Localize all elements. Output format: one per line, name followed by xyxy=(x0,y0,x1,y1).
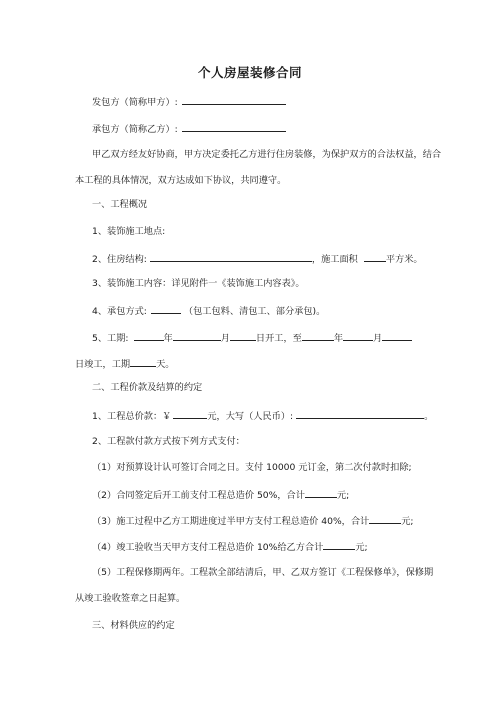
item-4-options: （包工包料、清包工、部分承包)。 xyxy=(183,306,326,317)
days-label: 天。 xyxy=(156,359,175,370)
duration-blank xyxy=(130,356,156,367)
payment-item-5: （5）工程保修期两年。工程款全部结清后，甲、乙双方签订《工程保修单》，保修期 xyxy=(92,567,434,578)
section-3-heading: 三、材料供应的约定 xyxy=(92,620,175,631)
item-2-unit: 平方米。 xyxy=(385,254,423,265)
party-b-label: 承包方（简称乙方）: xyxy=(92,124,178,135)
item-1-line: 1、装饰施工地点: xyxy=(92,226,166,237)
payment-2-blank xyxy=(305,487,337,498)
party-a-line xyxy=(92,94,286,110)
year-label: 年 xyxy=(163,333,173,344)
end-day-blank xyxy=(382,330,412,341)
payment-2-label: （2）合同签定后开工前支付工程总造价 50%，合计 xyxy=(92,490,305,501)
payment-item-5-cont: 从竣工验收签章之日起算。 xyxy=(75,593,186,604)
section-1-heading: 一、工程概况 xyxy=(92,199,148,210)
start-day-label: 日开工，至 xyxy=(255,333,302,344)
price-amount-blank xyxy=(173,408,207,419)
payment-3-label: （3）施工过程中乙方工期进度过半甲方支付工程总造价 40%，合计 xyxy=(92,516,370,527)
area-blank xyxy=(364,251,386,262)
start-month-blank xyxy=(173,330,221,341)
payment-method-line: 2、工程款付款方式按下列方式支付： xyxy=(92,436,245,447)
start-day-blank xyxy=(230,330,256,341)
party-b-line xyxy=(92,121,286,137)
contract-mode-blank xyxy=(151,303,181,314)
party-a-blank xyxy=(182,94,286,105)
party-b-blank xyxy=(182,121,286,132)
payment-4-blank xyxy=(323,539,355,550)
section-2-heading: 二、工程价款及结算的约定 xyxy=(92,382,203,393)
item-2-line xyxy=(92,251,423,267)
item-4-line xyxy=(92,303,325,319)
intro-line-1: 甲乙双方经友好协商，甲方决定委托乙方进行住房装修，为保护双方的合法权益，结合 xyxy=(92,149,442,160)
completion-label: 日竣工，工期 xyxy=(75,359,131,370)
payment-item-3 xyxy=(92,513,414,529)
price-words-blank xyxy=(296,408,424,419)
structure-blank xyxy=(150,251,312,262)
item-2-label: 2、住房结构: xyxy=(92,254,147,265)
price-period: 。 xyxy=(424,411,434,422)
item-5-line-cont xyxy=(75,356,175,372)
total-price-label: 1、工程总价款：￥ xyxy=(92,411,172,422)
price-line xyxy=(92,408,433,424)
month-label: 月 xyxy=(220,333,230,344)
payment-item-2 xyxy=(92,487,349,503)
item-2-area-label: ，施工面积 xyxy=(311,254,358,265)
item-3-line: 3、装饰施工内容：详见附件一《装饰施工内容表》。 xyxy=(92,278,305,289)
party-a-label: 发包方（简称甲方）: xyxy=(92,97,178,108)
start-year-blank xyxy=(134,330,164,341)
end-year-label: 年 xyxy=(333,333,344,344)
intro-line-2: 本工程的具体情况，双方达成如下协议，共同遵守。 xyxy=(75,175,287,186)
item-5-label: 5、工期: xyxy=(92,333,129,344)
payment-4-unit: 元; xyxy=(355,542,368,553)
payment-item-1: （1）对预算设计认可签订合同之日。支付 10000 元订金，第二次付款时扣除; xyxy=(92,462,412,473)
item-5-line xyxy=(92,330,412,346)
end-month-blank xyxy=(343,330,373,341)
payment-2-unit: 元; xyxy=(336,490,350,501)
price-words-label: 元，大写（人民币）: xyxy=(207,411,294,422)
item-4-label: 4、承包方式: xyxy=(92,306,147,317)
payment-item-4 xyxy=(92,539,368,555)
document-title: 个人房屋装修合同 xyxy=(197,65,302,80)
payment-4-label: （4）竣工验收当天甲方支付工程总造价 10%给乙方合计 xyxy=(92,542,324,553)
end-year-blank xyxy=(302,330,334,341)
payment-3-blank xyxy=(369,513,401,524)
payment-3-unit: 元; xyxy=(401,516,414,527)
end-month-label: 月 xyxy=(373,333,383,344)
